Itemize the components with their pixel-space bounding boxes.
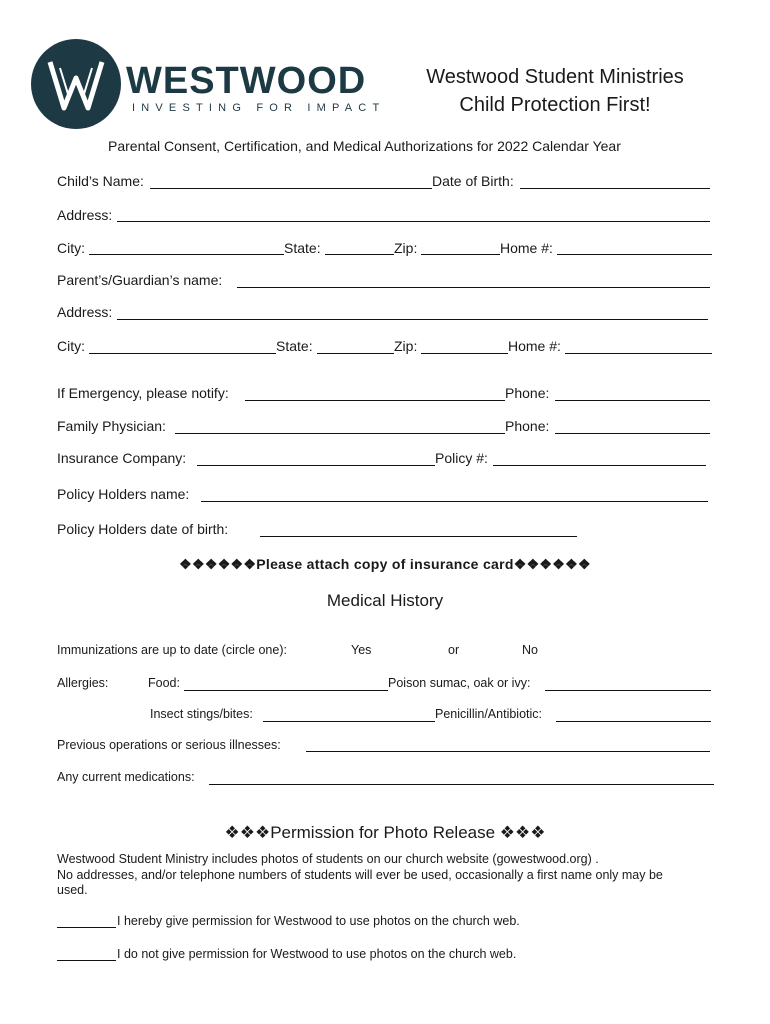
child-name-label: Child’s Name: <box>57 173 144 189</box>
child-state-label: State: <box>284 240 321 256</box>
physician-phone-label: Phone: <box>505 418 550 434</box>
parent-state-label: State: <box>276 338 313 354</box>
child-name-field[interactable] <box>150 188 432 189</box>
allergies-label: Allergies: <box>57 676 109 690</box>
parent-zip-field[interactable] <box>421 353 508 354</box>
photo-paragraph-line1: Westwood Student Ministry includes photos of students on our church website (gowestwood.org) . <box>57 852 599 866</box>
logo-emblem-icon <box>30 38 122 130</box>
emergency-notify-label: If Emergency, please notify: <box>57 385 229 401</box>
poison-allergy-label: Poison sumac, oak or ivy: <box>388 676 531 690</box>
penicillin-allergy-label: Penicillin/Antibiotic: <box>435 707 542 721</box>
child-address-label: Address: <box>57 207 113 223</box>
parent-zip-label: Zip: <box>394 338 418 354</box>
parent-name-field[interactable] <box>237 287 710 288</box>
medical-history-heading: Medical History <box>326 591 444 610</box>
photo-release-heading: ❖❖❖Permission for Photo Release ❖❖❖ <box>224 823 546 842</box>
child-state-field[interactable] <box>325 254 394 255</box>
policy-holder-dob-label: Policy Holders date of birth: <box>57 521 229 537</box>
emergency-notify-field[interactable] <box>245 400 505 401</box>
page-title-line2: Child Protection First! <box>459 94 651 116</box>
emergency-phone-label: Phone: <box>505 385 550 401</box>
food-allergy-field[interactable] <box>184 690 388 691</box>
photo-paragraph-line2: No addresses, and/or telephone numbers of students will ever be used, occasionally a first name only may be <box>57 868 663 882</box>
insect-allergy-label: Insect stings/bites: <box>150 707 253 721</box>
policy-holder-name-field[interactable] <box>201 501 708 502</box>
policy-number-label: Policy #: <box>435 450 488 466</box>
immunizations-label: Immunizations are up to date (circle one): <box>57 643 287 657</box>
parent-home-label: Home #: <box>508 338 561 354</box>
parent-address-field[interactable] <box>117 319 708 320</box>
child-dob-field[interactable] <box>520 188 710 189</box>
poison-allergy-field[interactable] <box>545 690 711 691</box>
parent-home-field[interactable] <box>565 353 712 354</box>
child-dob-label: Date of Birth: <box>432 173 514 189</box>
child-city-label: City: <box>57 240 85 256</box>
policy-holder-name-label: Policy Holders name: <box>57 486 190 502</box>
parent-address-label: Address: <box>57 304 113 320</box>
deny-permission-text: I do not give permission for Westwood to use photos on the church web. <box>117 947 517 961</box>
logo-tagline: INVESTING FOR IMPACT <box>132 102 386 114</box>
child-zip-label: Zip: <box>394 240 418 256</box>
westwood-logo <box>30 38 386 130</box>
immunization-or-text: or <box>448 643 460 657</box>
give-permission-text: I hereby give permission for Westwood to use photos on the church web. <box>117 914 520 928</box>
child-zip-field[interactable] <box>421 254 500 255</box>
penicillin-allergy-field[interactable] <box>556 721 711 722</box>
parent-city-field[interactable] <box>89 353 276 354</box>
parent-name-label: Parent’s/Guardian’s name: <box>57 272 223 288</box>
child-home-field[interactable] <box>557 254 712 255</box>
physician-field[interactable] <box>175 433 505 434</box>
form-subtitle: Parental Consent, Certification, and Medical Authorizations for 2022 Calendar Year <box>108 138 621 154</box>
parent-state-field[interactable] <box>317 353 394 354</box>
insect-allergy-field[interactable] <box>263 721 435 722</box>
policy-holder-dob-field[interactable] <box>260 536 577 537</box>
food-allergy-label: Food: <box>148 676 180 690</box>
give-permission-field[interactable] <box>57 927 116 928</box>
immunization-no-option[interactable]: No <box>522 643 538 657</box>
previous-operations-field[interactable] <box>306 751 710 752</box>
policy-number-field[interactable] <box>493 465 706 466</box>
insurance-company-field[interactable] <box>197 465 435 466</box>
current-medications-label: Any current medications: <box>57 770 195 784</box>
child-address-field[interactable] <box>117 221 710 222</box>
page-title-line1: Westwood Student Ministries <box>426 66 684 88</box>
emergency-phone-field[interactable] <box>555 400 710 401</box>
photo-paragraph-line3: used. <box>57 883 88 897</box>
immunization-yes-option[interactable]: Yes <box>351 643 372 657</box>
parent-city-label: City: <box>57 338 85 354</box>
child-home-label: Home #: <box>500 240 553 256</box>
logo-word: WESTWOOD <box>126 60 367 102</box>
physician-label: Family Physician: <box>57 418 166 434</box>
previous-operations-label: Previous operations or serious illnesses: <box>57 738 281 752</box>
current-medications-field[interactable] <box>209 784 714 785</box>
deny-permission-field[interactable] <box>57 960 116 961</box>
child-city-field[interactable] <box>89 254 284 255</box>
insurance-card-notice: ❖❖❖❖❖❖Please attach copy of insurance card❖❖❖❖❖❖ <box>179 556 591 572</box>
insurance-company-label: Insurance Company: <box>57 450 187 466</box>
physician-phone-field[interactable] <box>555 433 710 434</box>
